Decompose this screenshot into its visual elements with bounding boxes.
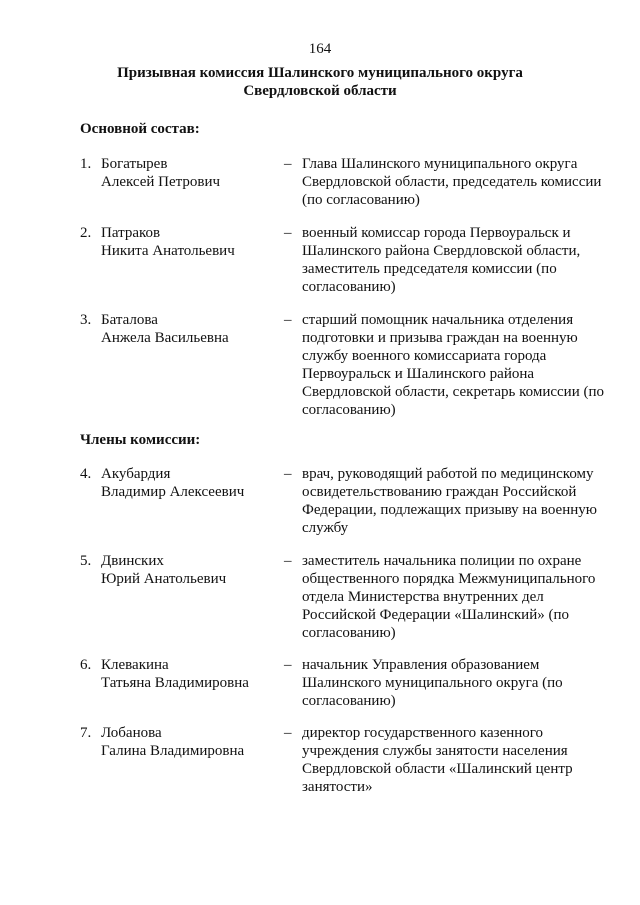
member-role: начальник Управления образованием Шалинского муниципального округа (по согласованию) xyxy=(302,657,563,709)
member-name xyxy=(101,224,281,260)
member-dash: – xyxy=(284,312,292,328)
member-name xyxy=(101,724,281,760)
member-number: 2. xyxy=(80,225,92,241)
member-surname: Акубардия xyxy=(101,466,171,482)
member-dash: – xyxy=(284,156,292,172)
member-role: Глава Шалинского муниципального округа Свердловской области, председатель комиссии (по согласованию) xyxy=(302,156,602,208)
member-surname: Богатырев xyxy=(101,156,168,172)
member-surname: Лобанова xyxy=(101,725,162,741)
member-surname: Патраков xyxy=(101,225,161,241)
document-title xyxy=(0,64,640,100)
member-role: старший помощник начальника отделения подготовки и призыва граждан на военную службу военного комиссариата города Первоуральск и Шалинского района Свердловской области, секретарь комиссии (по согласованию) xyxy=(302,312,605,418)
document-title-line-1: Призывная комиссия Шалинского муниципального округа xyxy=(117,65,523,81)
member-given-name: Анжела Васильевна xyxy=(101,330,229,346)
member-role: директор государственного казенного учреждения службы занятости населения Свердловской области «Шалинский центр занятости» xyxy=(302,725,573,795)
member-number: 5. xyxy=(80,553,92,569)
member-number: 6. xyxy=(80,657,92,673)
member-role: военный комиссар города Первоуральск и Шалинского района Свердловской области, заместитель председателя комиссии (по согласованию) xyxy=(302,225,581,295)
member-dash: – xyxy=(284,225,292,241)
member-given-name: Галина Владимировна xyxy=(101,743,245,759)
member-number: 3. xyxy=(80,312,92,328)
member-role: заместитель начальника полиции по охране общественного порядка Межмуниципального отдела Министерства внутренних дел Российской Федерации «Шалинский» (по согласованию) xyxy=(302,553,596,641)
member-role: врач, руководящий работой по медицинскому освидетельствованию граждан Российской Федерации, подлежащих призыву на военную службу xyxy=(302,466,597,536)
member-name xyxy=(101,552,281,588)
member-number: 7. xyxy=(80,725,92,741)
member-dash: – xyxy=(284,725,292,741)
member-given-name: Татьяна Владимировна xyxy=(101,675,249,691)
page-number: 164 xyxy=(308,41,332,57)
member-name xyxy=(101,155,281,191)
member-name xyxy=(101,311,281,347)
member-dash: – xyxy=(284,466,292,482)
document-title-line-2: Свердловской области xyxy=(243,83,397,99)
member-number: 1. xyxy=(80,156,92,172)
member-name xyxy=(101,465,281,501)
section-heading-main: Основной состав: xyxy=(80,121,200,137)
member-surname: Баталова xyxy=(101,312,158,328)
member-number: 4. xyxy=(80,466,92,482)
member-given-name: Владимир Алексеевич xyxy=(101,484,245,500)
member-dash: – xyxy=(284,657,292,673)
member-given-name: Юрий Анатольевич xyxy=(101,571,227,587)
section-heading-members: Члены комиссии: xyxy=(80,432,201,448)
member-given-name: Алексей Петрович xyxy=(101,174,221,190)
member-dash: – xyxy=(284,553,292,569)
member-surname: Двинских xyxy=(101,553,164,569)
member-name xyxy=(101,656,281,692)
member-surname: Клевакина xyxy=(101,657,169,673)
member-given-name: Никита Анатольевич xyxy=(101,243,235,259)
